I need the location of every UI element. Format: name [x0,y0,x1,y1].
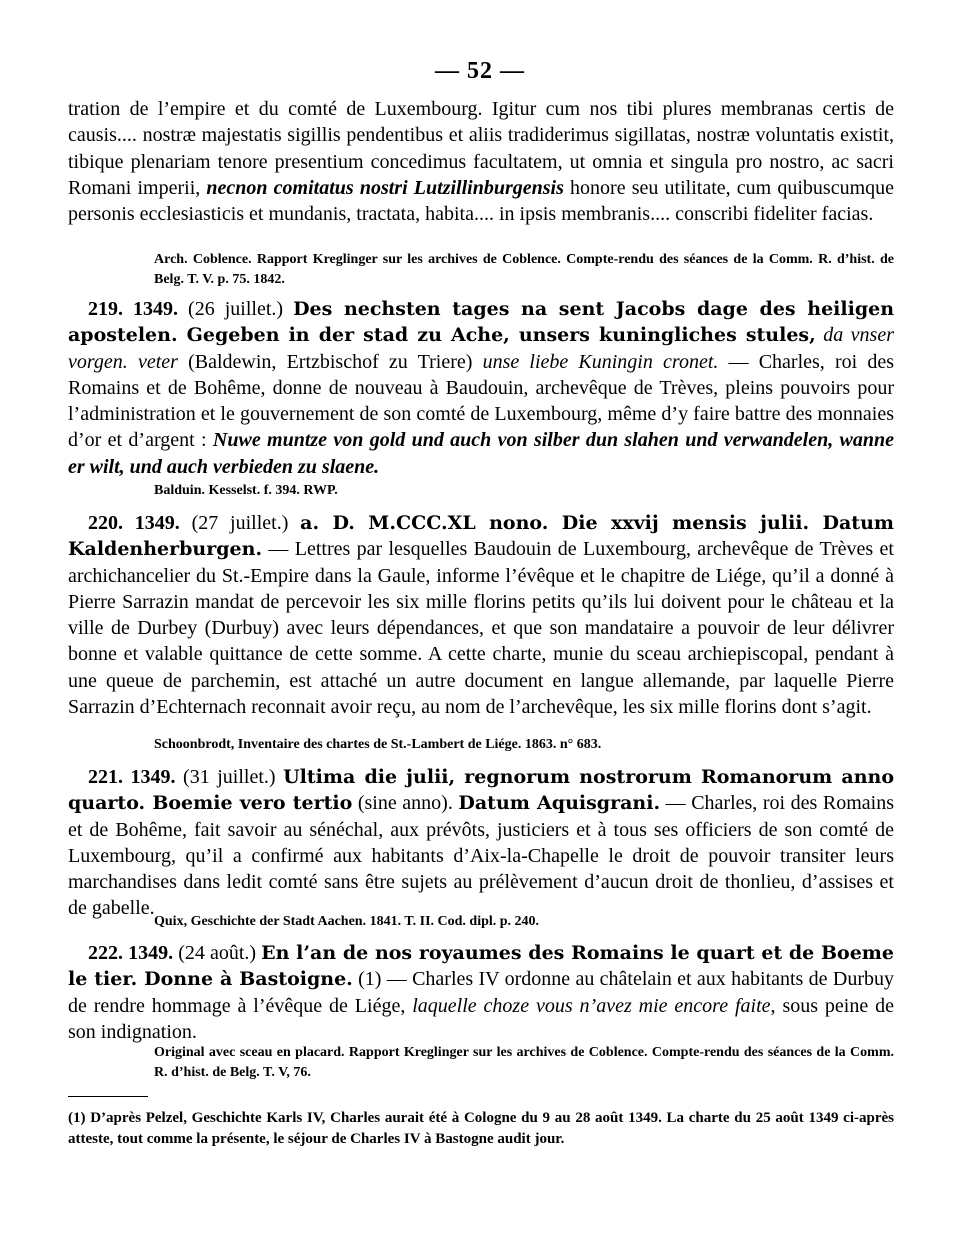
entry-221-text-2: — Charles, roi des Romains et de Bohême, fait savoir au sénéchal, aux prévôts, justiciers et à tous ses officiers de son comté de Luxembourg, qu’il a confirmé aux habitants d’Aix-la-Chapelle le droit de pouvoir transiter leurs marchandises dans ledit comté sans être sujets au prélèvement d’aucun droit de thonlieu, d’assises et de gabelle. [68,792,894,920]
entry-219-text-1: (Baldewin, Ertzbischof zu Triere) [177,350,483,373]
entry-222-text-2: , sous peine de son indignation. [68,994,894,1043]
entry-222-text [68,940,894,1045]
footnote-rule [68,1096,148,1097]
entry-220-source-text: Schoonbrodt, Inventaire des chartes de St.-Lambert de Liége. 1863. n° 683. [154,737,602,752]
entry-221-source-text: Quix, Geschichte der Stadt Aachen. 1841. T. II. Cod. dipl. p. 240. [154,914,540,929]
intro-source [68,250,894,290]
intro-paragraph [68,96,894,227]
entry-219-source-text: Balduin. Kesselst. f. 394. RWP. [154,483,338,498]
entry-222-source-text: Original avec sceau en placard. Rapport Kreglinger sur les archives de Coblence. Compte-rendu des séances de la Comm. R. d’hist. de Belg. T. V, 76. [154,1045,894,1080]
entry-220-date: (27 juillet.) [179,512,301,534]
entry-222-date: (24 août.) [173,942,262,964]
entry-221 [68,764,894,922]
entry-221-datum: Datum Aquisgrani. [458,792,661,815]
intro-text-italic: necnon comitatus nostri Lutzillinburgensis [206,176,564,199]
entry-219-italic-3: Nuwe muntze von gold und auch von silber dun slahen und verwandelen, wanne er wilt, und auch verbieden zu slaene. [68,429,894,478]
entry-220-text-1: — Lettres par lesquelles Baudouin de Luxembourg, archevêque de Trèves et archichancelier du St.-Empire dans la Gaule, informe l’évêque et le chapitre de Liége, qu’il a donné à Pierre Sarrazin mandat de percevoir les six mille florins petits qu’ils lui doivent pour le château et la ville de Durbey (Durbuy) avec leurs dépendances, et que son mandataire a pouvoir de leur délivrer bonne et valable quittance de cette somme. A cette charte, munie du sceau archiepiscopal, pendant à une queue de parchemin, est attaché un autre document en langue allemande, par laquelle Pierre Sarrazin d’Echternach reconnait avoir reçu, au nom de l’archevêque, les six mille florins dont s’agit. [68,538,894,719]
entry-220-source [68,735,894,755]
entry-220-incipit: a. D. M.CCC.XL nono. Die xxvij mensis julii. Datum Kaldenherburgen. [68,512,895,561]
entry-222-incipit: En l’an de nos royaumes des Romains le quart et de Boeme le tier. Donne à Bastoigne. [68,942,895,991]
entry-222-source [68,1043,894,1083]
page-number: — 52 — [435,58,525,84]
entry-219-source [68,481,894,501]
intro-source-text: Arch. Coblence. Rapport Kreglinger sur les archives de Coblence. Compte-rendu des séances de la Comm. R. d’hist. de Belg. T. V. p. 75. 1842. [154,252,894,287]
entry-222-italic-1: laquelle choze vous n’avez mie encore faite [412,994,771,1017]
entry-221-number: 221. 1349. [88,766,176,788]
entry-219-text-2: — Charles, roi des Romains et de Bohême, donne de nouveau à Baudouin, archevêque de Trèves, pleins pouvoirs pour l’administration et le gouvernement de son comté de Luxembourg, même d’y faire battre des monnaies d’or et d’argent : [68,350,894,452]
intro-text [68,96,894,227]
entry-219 [68,296,894,480]
intro-text-a: tration de l’empire et du comté de Luxembourg. Igitur cum nos tibi plures membranas certis de causis.... nostræ majestatis sigillis pendentibus et aliis tradiderimus sigillatas, nostræ voluntatis existit, tibique plenariam tenore presentium concedimus facultatem, ut omnia et singula pro nostro, ac sacri Romani imperii, [68,98,894,199]
entry-219-incipit: Des nechsten tages na sent Jacobs dage des heiligen apostelen. Gegeben in der stad zu Ache, unsers kuningliches stules, [68,298,895,347]
intro-text-b: honore seu utilitate, cum quibuscumque personis ecclesiasticis et mundanis, tractata, habita.... in ipsis membranis.... conscribi fideliter facias. [68,176,895,226]
entry-220-number: 220. 1349. [88,512,180,534]
entry-219-italic-1: da vnser vorgen. veter [68,324,894,373]
entry-220 [68,510,894,720]
entry-222-text-1: (1) — Charles IV ordonne au châtelain et aux habitants de Durbuy de rendre hommage à l’évêque de Liége, [68,968,894,1017]
entry-219-italic-2: unse liebe Kuningin cronet. [482,350,719,373]
entry-219-number: 219. 1349. [88,298,179,320]
entry-219-text [68,296,894,480]
entry-221-incipit: Ultima die julii, regnorum nostrorum Romanorum anno quarto. Boemie vero tertio [68,766,894,815]
footnote: (1) D’après Pelzel, Geschichte Karls IV, Charles aurait été à Cologne du 9 au 28 août 1349. La charte du 25 août 1349 ci-après atteste, tout comme la présente, le séjour de Charles IV à Bastogne audit jour. [68,1110,894,1147]
entry-222 [68,940,894,1045]
entry-221-date: (31 juillet.) [175,766,284,788]
entry-219-date: (26 juillet.) [178,298,294,320]
entry-221-source [68,912,894,932]
entry-221-text [68,764,894,922]
entry-222-number: 222. 1349. [88,942,174,964]
entry-220-text [68,510,894,720]
entry-221-text-1: (sine anno). [352,792,459,815]
